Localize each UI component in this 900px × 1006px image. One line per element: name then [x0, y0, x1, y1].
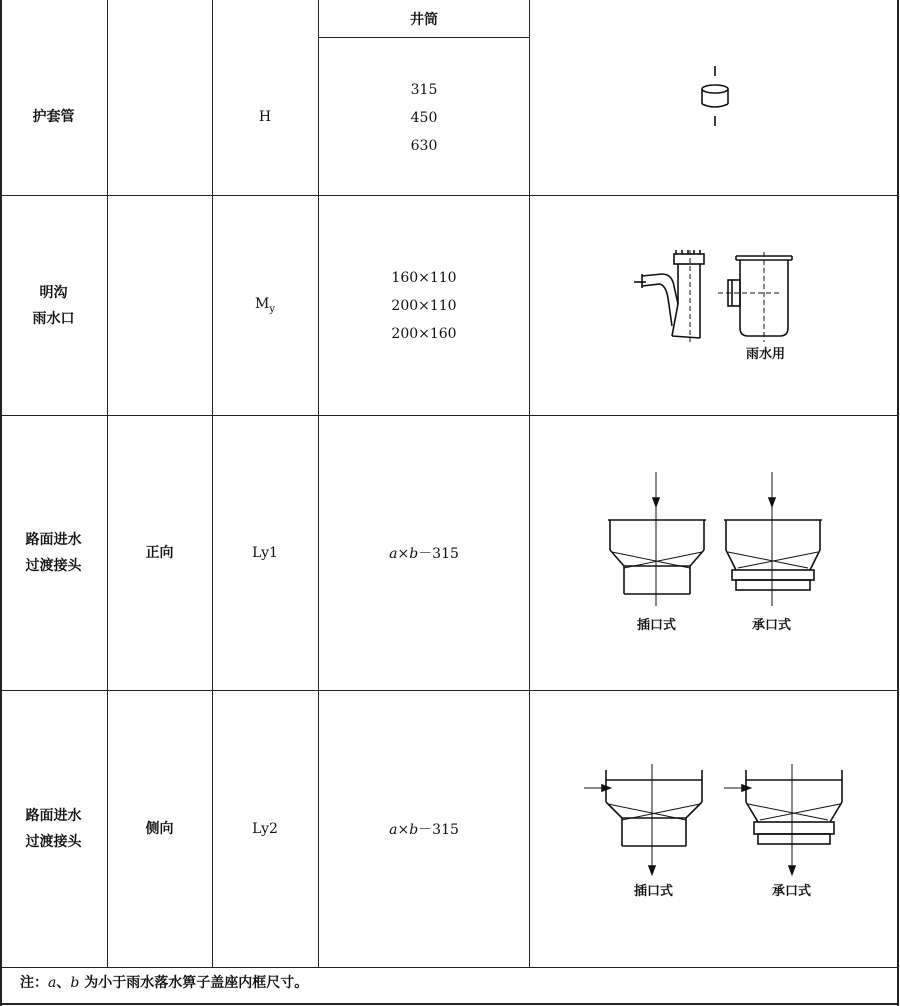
subheader-divider [318, 37, 530, 38]
row4-code [212, 691, 318, 967]
row2-size-3: 200×160 [391, 325, 457, 342]
row4-size-rest: －315 [418, 822, 459, 838]
row1-name-text: 护套管 [32, 108, 75, 125]
note-a: a [48, 975, 57, 991]
row1-size-3: 630 [410, 137, 438, 154]
forward-spigot-drawing [604, 470, 714, 610]
row4-size-b: b [409, 822, 419, 838]
row1-sizes [318, 40, 530, 195]
row2-code-sub: y [269, 303, 275, 315]
note-b: b [70, 975, 80, 991]
row1-size-1: 315 [410, 81, 438, 98]
open-ditch-inlet-drawing [632, 246, 802, 346]
row4-figure-label-left: 插口式 [634, 884, 674, 899]
row3-name-line1: 路面进水 [25, 532, 82, 548]
row4-size-a: a [389, 822, 398, 838]
row2-size-2: 200×110 [391, 297, 457, 314]
row2-name-line2: 雨水口 [32, 310, 75, 327]
table-border-right [897, 0, 899, 1006]
row3-direction [107, 416, 212, 690]
note-prefix: 注： [20, 975, 48, 991]
sub-header-text: 井筒 [410, 12, 438, 28]
row3-figure-label-right: 承口式 [752, 618, 792, 633]
row2-code-main: M [255, 296, 270, 313]
row3-code-text: Ly1 [252, 545, 278, 561]
row3-name [0, 416, 107, 690]
side-socket-drawing [722, 762, 846, 878]
row3-size-times: × [397, 546, 410, 562]
row3-size-rest: －315 [418, 546, 459, 562]
note-divider [0, 967, 899, 968]
row4-name [0, 691, 107, 967]
row2-sizes [318, 196, 530, 415]
table-border-bottom [0, 1003, 899, 1005]
row3-size-a: a [389, 546, 398, 562]
row2-figure-label: 雨水用 [746, 347, 786, 362]
row1-size-2: 450 [410, 109, 438, 126]
note-text: 为小于雨水落水箅子盖座内框尺寸。 [79, 975, 309, 991]
row1-code-text: H [258, 108, 272, 125]
row2-name [0, 196, 107, 415]
row2-name-line1: 明沟 [39, 284, 68, 301]
row3-direction-text: 正向 [145, 545, 174, 561]
row2-code [212, 196, 318, 415]
row3-size-b: b [409, 546, 419, 562]
row4-figure-label-right: 承口式 [772, 884, 812, 899]
row3-code [212, 416, 318, 690]
row4-direction [107, 691, 212, 967]
table-note [20, 972, 308, 992]
note-sep: 、 [56, 975, 71, 991]
row4-size [318, 691, 530, 967]
side-spigot-drawing [582, 762, 706, 878]
row4-code-text: Ly2 [252, 821, 278, 837]
row4-direction-text: 侧向 [145, 821, 174, 837]
row3-size [318, 416, 530, 690]
row3-figure-label-left: 插口式 [637, 618, 677, 633]
row4-size-times: × [397, 822, 410, 838]
row4-name-line2: 过渡接头 [25, 834, 82, 850]
forward-socket-drawing [720, 470, 830, 610]
sleeve-pipe-drawing [690, 66, 740, 126]
row4-name-line1: 路面进水 [25, 808, 82, 824]
row2-size-1: 160×110 [391, 269, 457, 286]
row1-code [212, 38, 318, 195]
row1-name [0, 38, 107, 195]
sub-header-well [318, 4, 530, 36]
row3-name-line2: 过渡接头 [25, 558, 82, 574]
